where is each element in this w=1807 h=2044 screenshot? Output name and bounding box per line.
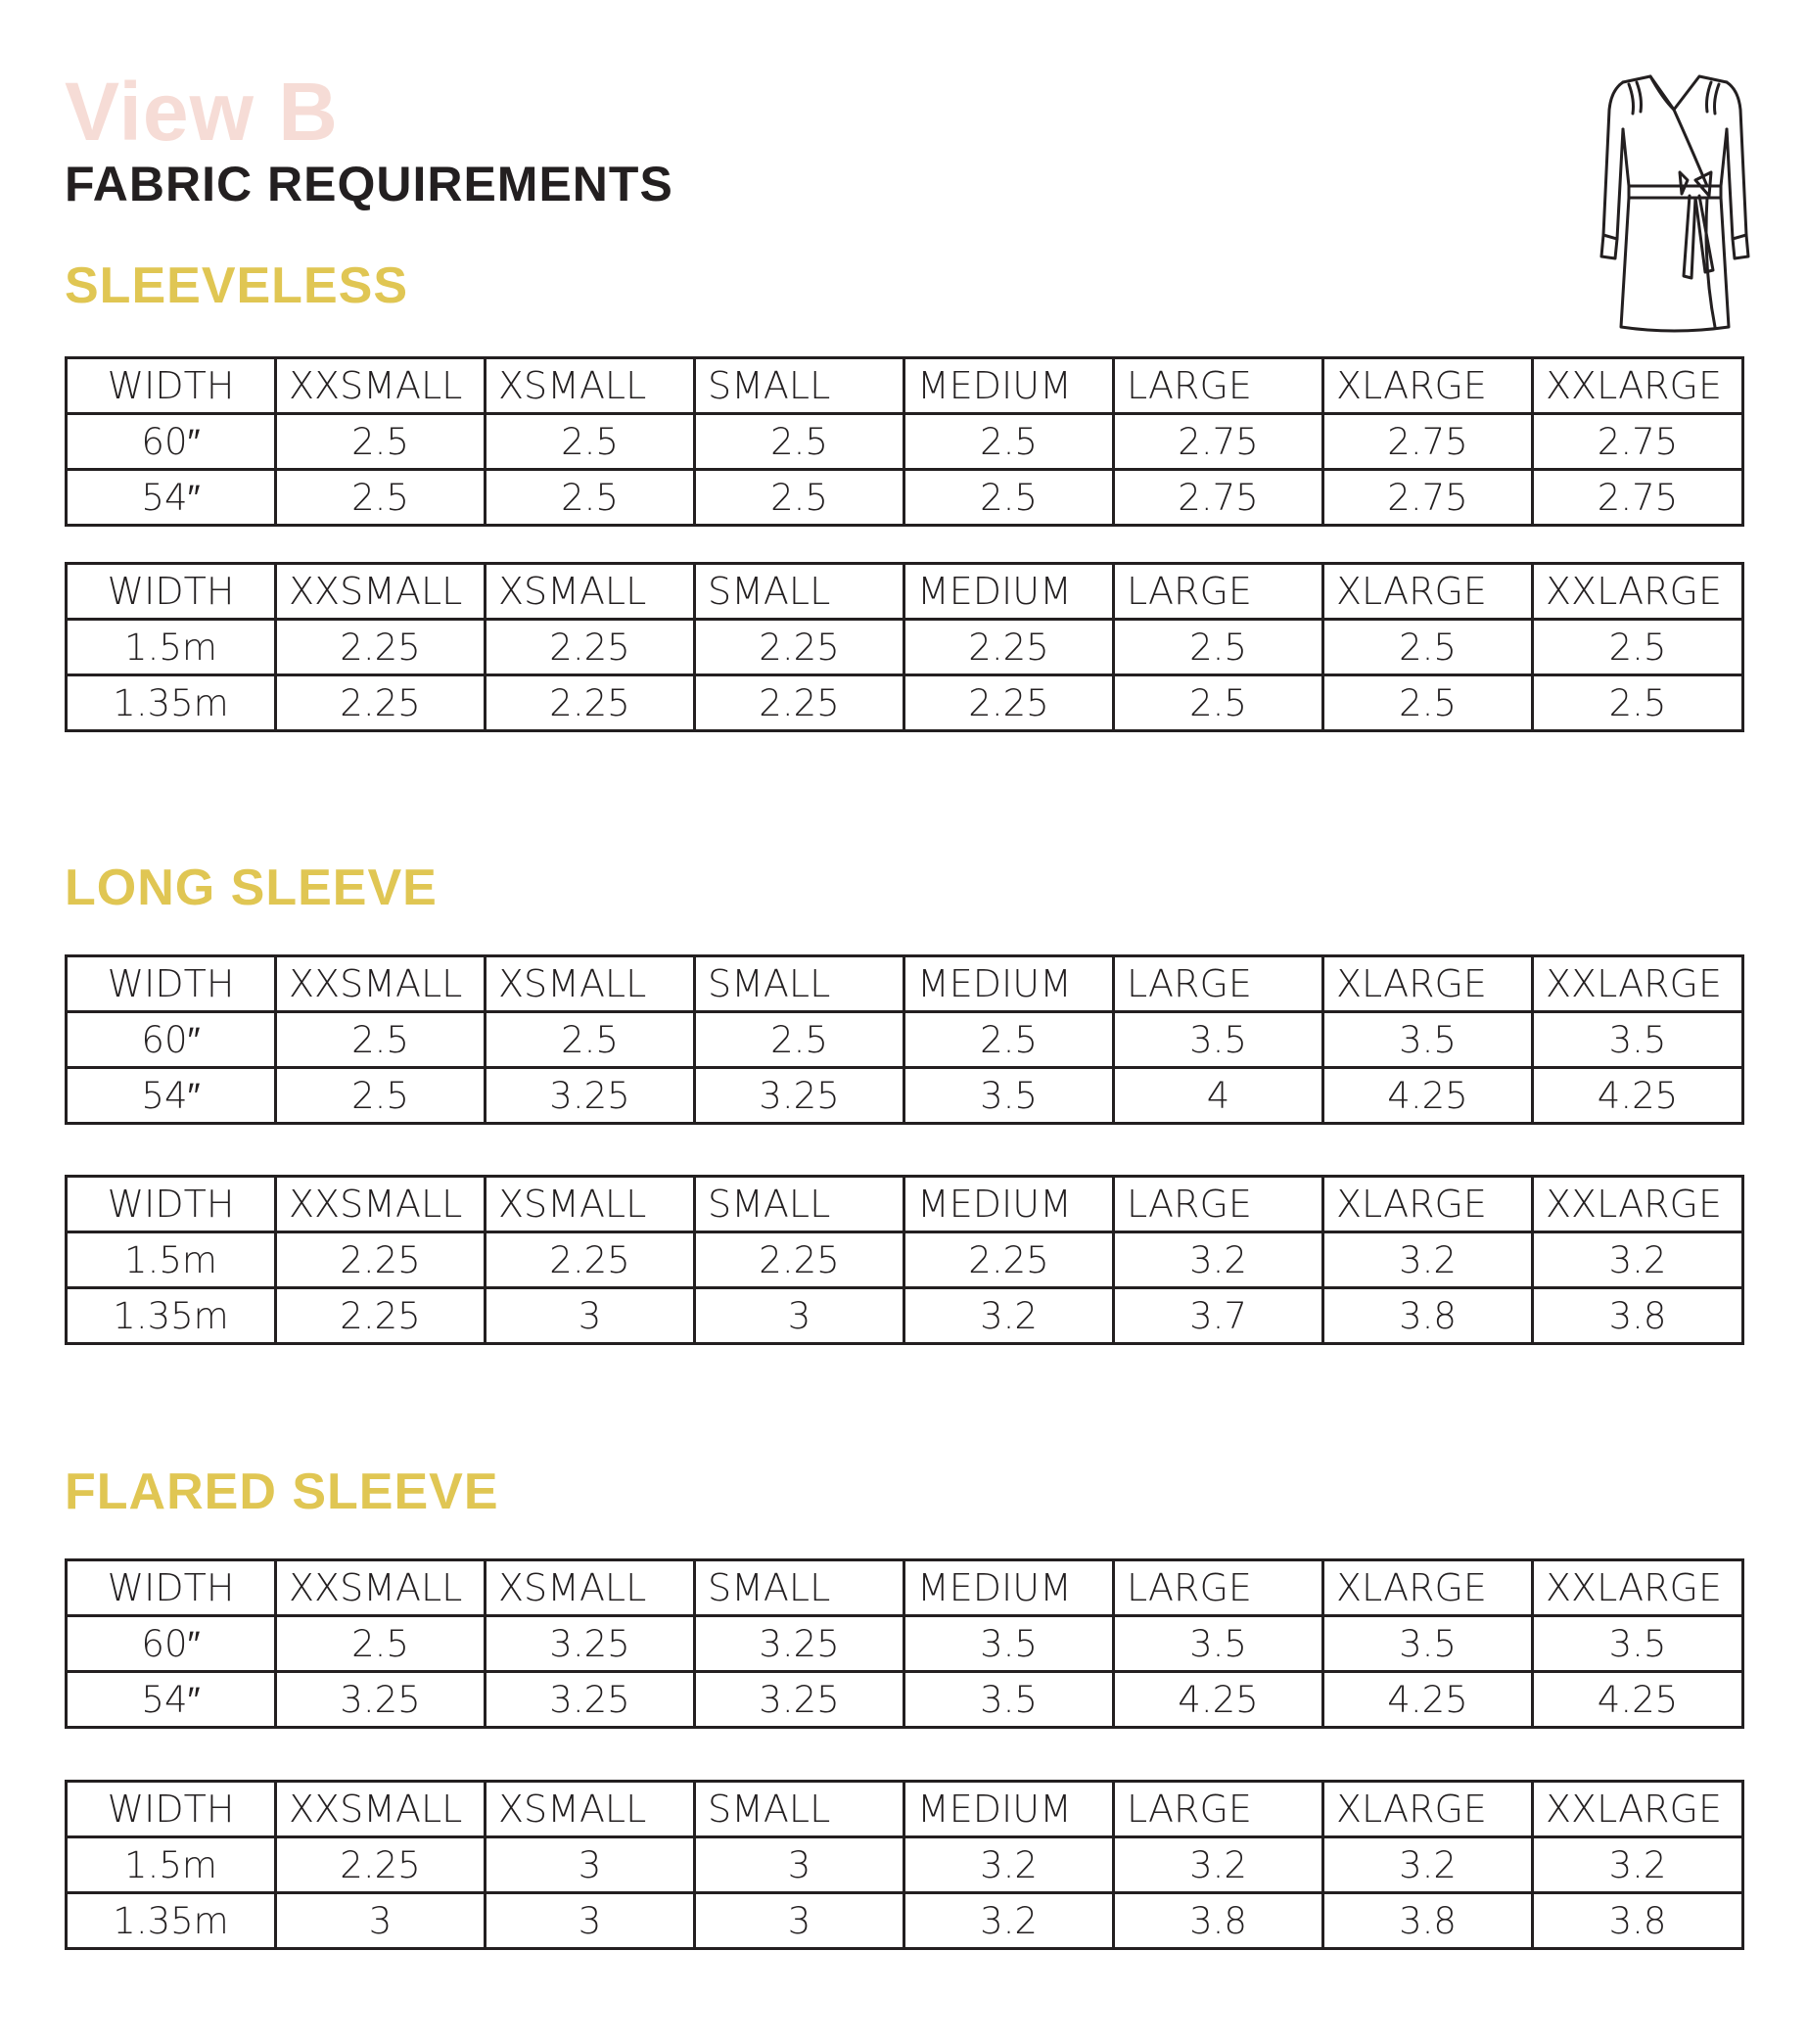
col-medium: MEDIUM: [904, 358, 1114, 414]
table-row: [67, 1232, 1743, 1288]
col-medium: MEDIUM: [904, 956, 1114, 1012]
col-width: WIDTH: [67, 564, 276, 620]
sleeveless-metric-table: [65, 562, 1744, 732]
col-xxsmall: XXSMALL: [276, 1560, 486, 1616]
value-cell: 3.25: [695, 1616, 904, 1672]
width-cell: 1.35m: [67, 1288, 276, 1344]
value-cell: 2.5: [276, 414, 486, 470]
table-row: [67, 414, 1743, 470]
table-row: [67, 1012, 1743, 1068]
table-row: [67, 1837, 1743, 1893]
value-cell: 4.25: [1533, 1068, 1743, 1124]
value-cell: 2.5: [1323, 675, 1533, 731]
value-cell: 2.75: [1323, 414, 1533, 470]
value-cell: 3.5: [1323, 1616, 1533, 1672]
value-cell: 2.5: [1533, 675, 1743, 731]
table-row: [67, 675, 1743, 731]
value-cell: 2.5: [1323, 620, 1533, 675]
col-xxsmall: XXSMALL: [276, 358, 486, 414]
value-cell: 3.5: [1323, 1012, 1533, 1068]
value-cell: 3.8: [1114, 1893, 1323, 1949]
header-row: [67, 956, 1743, 1012]
col-width: WIDTH: [67, 956, 276, 1012]
value-cell: 4.25: [1533, 1672, 1743, 1728]
section-title-sleeveless: SLEEVELESS: [65, 257, 408, 314]
view-title: View B: [65, 66, 339, 158]
table-row: [67, 1288, 1743, 1344]
col-medium: MEDIUM: [904, 1782, 1114, 1837]
value-cell: 2.25: [276, 1232, 486, 1288]
col-xsmall: XSMALL: [486, 1782, 695, 1837]
col-xsmall: XSMALL: [486, 564, 695, 620]
value-cell: 2.25: [486, 675, 695, 731]
value-cell: 3.8: [1533, 1893, 1743, 1949]
value-cell: 3.2: [1533, 1837, 1743, 1893]
long-sleeve-inches-table: [65, 954, 1744, 1125]
value-cell: 3.25: [695, 1672, 904, 1728]
col-large: LARGE: [1114, 1782, 1323, 1837]
col-xlarge: XLARGE: [1323, 358, 1533, 414]
value-cell: 2.25: [276, 1837, 486, 1893]
col-small: SMALL: [695, 358, 904, 414]
col-small: SMALL: [695, 956, 904, 1012]
value-cell: 2.5: [904, 1012, 1114, 1068]
fabric-requirements-heading: FABRIC REQUIREMENTS: [65, 157, 673, 211]
value-cell: 3.25: [695, 1068, 904, 1124]
value-cell: 3: [486, 1893, 695, 1949]
wrap-dress-icon: [1594, 70, 1752, 335]
width-cell: 54″: [67, 1672, 276, 1728]
value-cell: 3.25: [486, 1672, 695, 1728]
header-row: [67, 358, 1743, 414]
table-row: [67, 1893, 1743, 1949]
value-cell: 2.75: [1323, 470, 1533, 526]
col-width: WIDTH: [67, 1177, 276, 1232]
col-xxlarge: XXLARGE: [1533, 358, 1743, 414]
value-cell: 3: [695, 1893, 904, 1949]
value-cell: 2.5: [486, 1012, 695, 1068]
value-cell: 4: [1114, 1068, 1323, 1124]
value-cell: 3: [486, 1837, 695, 1893]
value-cell: 3.25: [486, 1068, 695, 1124]
col-width: WIDTH: [67, 1560, 276, 1616]
long-sleeve-metric-table: [65, 1175, 1744, 1345]
col-xsmall: XSMALL: [486, 1177, 695, 1232]
value-cell: 2.5: [904, 470, 1114, 526]
value-cell: 3.8: [1533, 1288, 1743, 1344]
value-cell: 3.7: [1114, 1288, 1323, 1344]
value-cell: 3.5: [904, 1616, 1114, 1672]
width-cell: 54″: [67, 1068, 276, 1124]
col-width: WIDTH: [67, 358, 276, 414]
value-cell: 2.5: [1533, 620, 1743, 675]
value-cell: 2.5: [276, 1616, 486, 1672]
value-cell: 3.2: [1323, 1837, 1533, 1893]
col-xxlarge: XXLARGE: [1533, 1177, 1743, 1232]
value-cell: 2.5: [276, 1068, 486, 1124]
value-cell: 2.25: [904, 620, 1114, 675]
col-xsmall: XSMALL: [486, 1560, 695, 1616]
value-cell: 4.25: [1323, 1672, 1533, 1728]
col-large: LARGE: [1114, 564, 1323, 620]
value-cell: 3.2: [1114, 1232, 1323, 1288]
width-cell: 60″: [67, 1012, 276, 1068]
value-cell: 2.25: [276, 620, 486, 675]
value-cell: 3.2: [904, 1837, 1114, 1893]
section-title-long-sleeve: LONG SLEEVE: [65, 859, 438, 916]
col-xlarge: XLARGE: [1323, 1560, 1533, 1616]
col-medium: MEDIUM: [904, 1177, 1114, 1232]
value-cell: 2.25: [276, 1288, 486, 1344]
value-cell: 3.5: [1114, 1616, 1323, 1672]
table-row: [67, 470, 1743, 526]
table-row: [67, 1672, 1743, 1728]
col-xxlarge: XXLARGE: [1533, 1560, 1743, 1616]
value-cell: 3.5: [1533, 1012, 1743, 1068]
sleeveless-inches-table: [65, 356, 1744, 527]
value-cell: 3: [695, 1288, 904, 1344]
value-cell: 2.5: [486, 470, 695, 526]
value-cell: 3.2: [904, 1893, 1114, 1949]
value-cell: 2.25: [904, 675, 1114, 731]
value-cell: 3.8: [1323, 1893, 1533, 1949]
value-cell: 2.5: [1114, 675, 1323, 731]
col-large: LARGE: [1114, 956, 1323, 1012]
value-cell: 2.25: [276, 675, 486, 731]
width-cell: 60″: [67, 1616, 276, 1672]
value-cell: 2.5: [1114, 620, 1323, 675]
col-large: LARGE: [1114, 358, 1323, 414]
width-cell: 1.5m: [67, 1837, 276, 1893]
value-cell: 2.5: [695, 470, 904, 526]
col-medium: MEDIUM: [904, 1560, 1114, 1616]
width-cell: 54″: [67, 470, 276, 526]
value-cell: 3.2: [1533, 1232, 1743, 1288]
header-row: [67, 1782, 1743, 1837]
value-cell: 3.2: [1323, 1232, 1533, 1288]
value-cell: 2.5: [276, 470, 486, 526]
value-cell: 2.5: [904, 414, 1114, 470]
col-xlarge: XLARGE: [1323, 1782, 1533, 1837]
value-cell: 2.75: [1114, 470, 1323, 526]
value-cell: 3.25: [486, 1616, 695, 1672]
col-xxsmall: XXSMALL: [276, 1177, 486, 1232]
value-cell: 2.75: [1114, 414, 1323, 470]
value-cell: 2.5: [276, 1012, 486, 1068]
value-cell: 2.25: [486, 1232, 695, 1288]
width-cell: 1.5m: [67, 1232, 276, 1288]
flared-sleeve-metric-table: [65, 1780, 1744, 1950]
col-xxlarge: XXLARGE: [1533, 1782, 1743, 1837]
value-cell: 3.2: [1114, 1837, 1323, 1893]
value-cell: 3: [695, 1837, 904, 1893]
header-row: [67, 1177, 1743, 1232]
value-cell: 3: [276, 1893, 486, 1949]
width-cell: 1.5m: [67, 620, 276, 675]
value-cell: 3.8: [1323, 1288, 1533, 1344]
value-cell: 3.2: [904, 1288, 1114, 1344]
col-xlarge: XLARGE: [1323, 1177, 1533, 1232]
col-xxsmall: XXSMALL: [276, 1782, 486, 1837]
col-xxsmall: XXSMALL: [276, 956, 486, 1012]
value-cell: 2.5: [695, 414, 904, 470]
col-xsmall: XSMALL: [486, 956, 695, 1012]
width-cell: 60″: [67, 414, 276, 470]
width-cell: 1.35m: [67, 1893, 276, 1949]
value-cell: 2.75: [1533, 414, 1743, 470]
table-row: [67, 1068, 1743, 1124]
header-row: [67, 1560, 1743, 1616]
header-row: [67, 564, 1743, 620]
value-cell: 4.25: [1323, 1068, 1533, 1124]
col-xsmall: XSMALL: [486, 358, 695, 414]
value-cell: 2.75: [1533, 470, 1743, 526]
col-medium: MEDIUM: [904, 564, 1114, 620]
col-xlarge: XLARGE: [1323, 956, 1533, 1012]
value-cell: 2.25: [695, 1232, 904, 1288]
col-xlarge: XLARGE: [1323, 564, 1533, 620]
col-small: SMALL: [695, 1560, 904, 1616]
value-cell: 2.5: [695, 1012, 904, 1068]
col-xxlarge: XXLARGE: [1533, 956, 1743, 1012]
col-width: WIDTH: [67, 1782, 276, 1837]
value-cell: 2.25: [486, 620, 695, 675]
table-row: [67, 620, 1743, 675]
col-xxsmall: XXSMALL: [276, 564, 486, 620]
value-cell: 3.25: [276, 1672, 486, 1728]
col-small: SMALL: [695, 564, 904, 620]
flared-sleeve-inches-table: [65, 1558, 1744, 1729]
col-large: LARGE: [1114, 1177, 1323, 1232]
value-cell: 3.5: [904, 1068, 1114, 1124]
section-title-flared-sleeve: FLARED SLEEVE: [65, 1463, 499, 1520]
value-cell: 4.25: [1114, 1672, 1323, 1728]
col-small: SMALL: [695, 1177, 904, 1232]
value-cell: 3.5: [1533, 1616, 1743, 1672]
value-cell: 2.25: [904, 1232, 1114, 1288]
value-cell: 2.25: [695, 620, 904, 675]
value-cell: 3: [486, 1288, 695, 1344]
col-large: LARGE: [1114, 1560, 1323, 1616]
col-xxlarge: XXLARGE: [1533, 564, 1743, 620]
table-row: [67, 1616, 1743, 1672]
col-small: SMALL: [695, 1782, 904, 1837]
value-cell: 2.25: [695, 675, 904, 731]
width-cell: 1.35m: [67, 675, 276, 731]
value-cell: 3.5: [904, 1672, 1114, 1728]
value-cell: 3.5: [1114, 1012, 1323, 1068]
value-cell: 2.5: [486, 414, 695, 470]
